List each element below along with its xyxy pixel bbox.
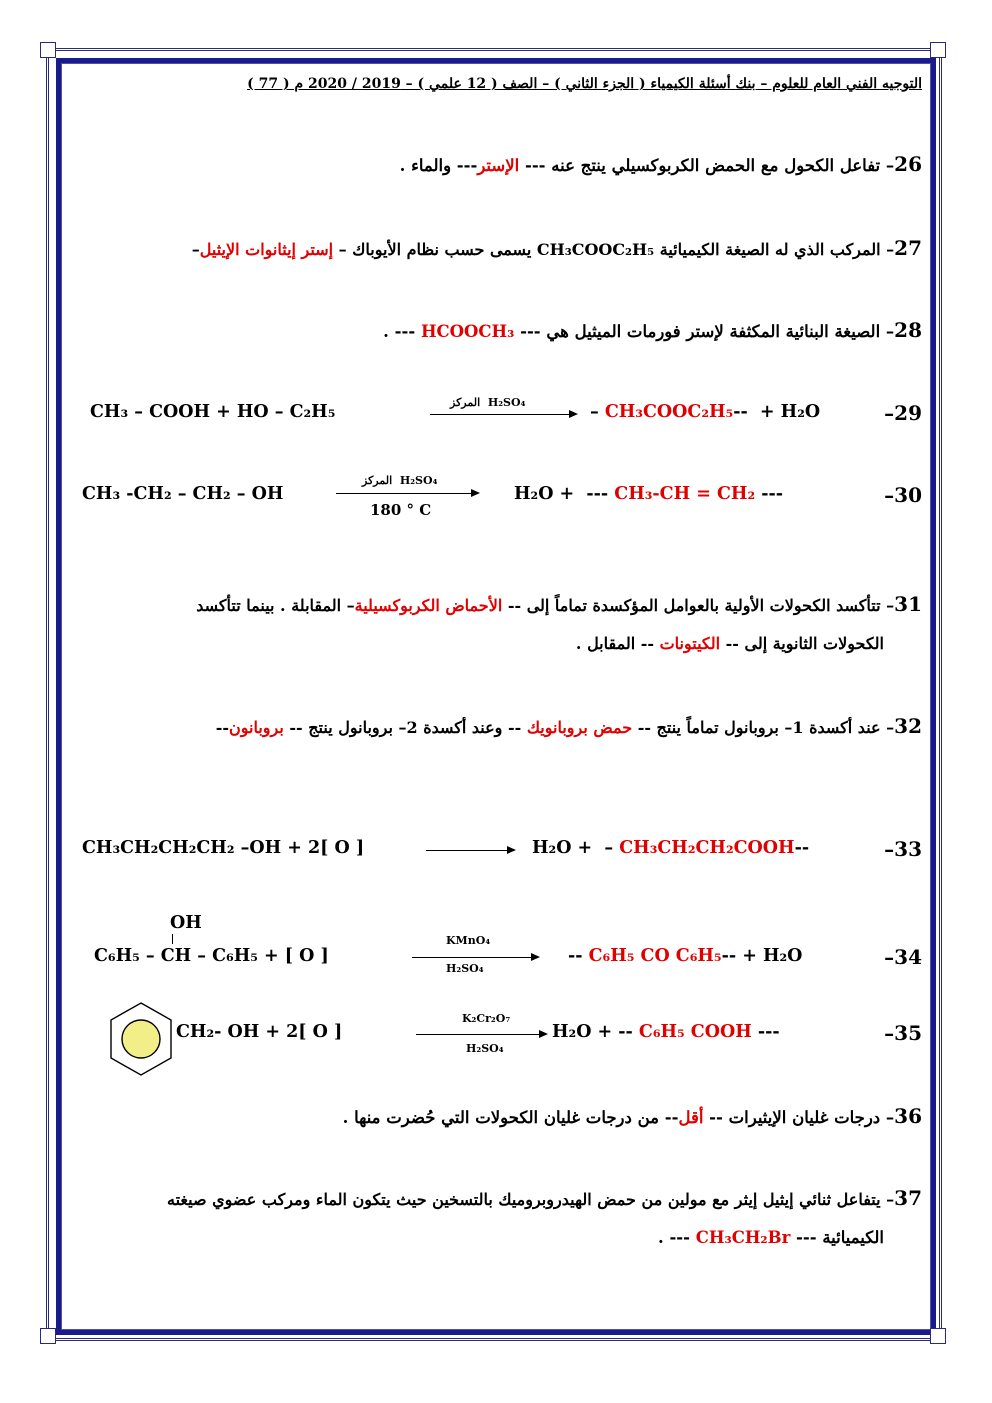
answer: CH₃COOC₂H₅ [604, 402, 734, 422]
equation-29-products: – CH₃COOC₂H₅-- + H₂O [590, 402, 821, 422]
question-31-line-1: 31– تتأكسد الكحولات الأولية بالعوامل المؤكسدة تماماً إلى -- الأحماض الكربوكسيلية– المقابلة . بينما تتأكسد [196, 592, 922, 616]
question-29-number: 29– [884, 401, 922, 425]
question-34-number: 34– [884, 945, 922, 969]
corner-ornament [930, 42, 946, 58]
equation-30-products: H₂O + --- CH₃-CH = CH₂ --- [514, 484, 784, 504]
equation-34-reactants: C₆H₅ – CH – C₆H₅ + [ O ] [94, 946, 329, 966]
question-37-line-2: الكيميائية --- CH₃CH₂Br --- . [657, 1228, 884, 1247]
question-30-number: 30– [884, 483, 922, 507]
equation-33-products: H₂O + – CH₃CH₂CH₂COOH-- [532, 838, 810, 858]
reaction-arrow [412, 957, 538, 958]
question-26: 26– تفاعل الكحول مع الحمض الكربوكسيلي ينتج عنه --- الإستر--- والماء . [399, 152, 922, 176]
answer: حمض بروبانويك [526, 718, 633, 737]
reagent-label: H₂SO₄ [466, 1042, 504, 1055]
equation-30-reactants: CH₃ -CH₂ – CH₂ – OH [82, 484, 284, 504]
question-32: 32– عند أكسدة 1– بروبانول تماماً ينتج -- حمض بروبانويك -- وعند أكسدة 2– بروبانول ينتج -- بروبانون-- [215, 714, 922, 738]
answer: C₆H₅ CO C₆H₅ [588, 946, 722, 966]
equation-35-products: H₂O + -- C₆H₅ COOH --- [552, 1022, 780, 1042]
equation-35-reactants: CH₂- OH + 2[ O ] [176, 1022, 343, 1042]
question-31-line-2: الكحولات الثانوية إلى -- الكيتونات -- المقابل . [575, 634, 884, 653]
corner-ornament [40, 42, 56, 58]
question-35-number: 35– [884, 1021, 922, 1045]
answer: CH₃CH₂CH₂COOH [619, 838, 795, 858]
temperature-label: 180 ° C [370, 501, 432, 519]
answer: الكيتونات [659, 634, 721, 653]
catalyst-label: المركز H₂SO₄ [362, 474, 438, 487]
reagent-label: K₂Cr₂O₇ [462, 1012, 511, 1025]
page-header: التوجيه الفني العام للعلوم – بنك أسئلة الكيمياء ( الجزء الثاني ) – الصف ( 12 علمي ) – 2019 / 2020 م ( 77 ) [247, 76, 922, 92]
reagent-label: KMnO₄ [446, 934, 491, 947]
corner-ornament [930, 1328, 946, 1344]
answer: بروبانون [228, 718, 284, 737]
equation-29-reactants: CH₃ – COOH + HO – C₂H₅ [90, 402, 336, 422]
answer: HCOOCH₃ [420, 322, 515, 341]
answer: C₆H₅ COOH [638, 1022, 752, 1042]
hydroxyl-group: OH [170, 913, 202, 933]
bond-line [172, 934, 173, 944]
corner-ornament [40, 1328, 56, 1344]
question-36: 36– درجات غليان الإيثيرات -- أقل-- من درجات غليان الكحولات التي حُضرت منها . [342, 1104, 922, 1128]
reaction-arrow [336, 493, 478, 494]
answer: CH₃-CH = CH₂ [614, 484, 756, 504]
answer: CH₃CH₂Br [695, 1228, 791, 1247]
question-33-number: 33– [884, 837, 922, 861]
reaction-arrow [416, 1034, 546, 1035]
equation-34-products: -- C₆H₅ CO C₆H₅-- + H₂O [568, 946, 803, 966]
benzene-ring-icon [108, 1000, 174, 1078]
reaction-arrow [426, 850, 514, 851]
reaction-arrow [430, 414, 576, 415]
answer: أقل [678, 1108, 704, 1127]
answer: الإستر [477, 156, 520, 175]
question-28: 28– الصيغة البنائية المكثفة لإستر فورمات الميثيل هي --- HCOOCH₃ --- . [383, 318, 922, 342]
catalyst-label: المركز H₂SO₄ [450, 396, 526, 409]
equation-33-reactants: CH₃CH₂CH₂CH₂ –OH + 2[ O ] [82, 838, 365, 858]
reagent-label: H₂SO₄ [446, 962, 484, 975]
question-37-line-1: 37– يتفاعل ثنائي إيثيل إيثر مع مولين من حمض الهيدروبروميك بالتسخين حيث يتكون الماء ومركب عضوي صيغته [167, 1186, 922, 1210]
answer: إستر إيثانوات الإيثيل [199, 240, 334, 259]
answer: الأحماض الكربوكسيلية [354, 596, 503, 615]
question-27: 27– المركب الذي له الصيغة الكيميائية CH₃COOC₂H₅ يسمى حسب نظام الأيوباك – إستر إيثانوات الإيثيل– [191, 236, 922, 260]
